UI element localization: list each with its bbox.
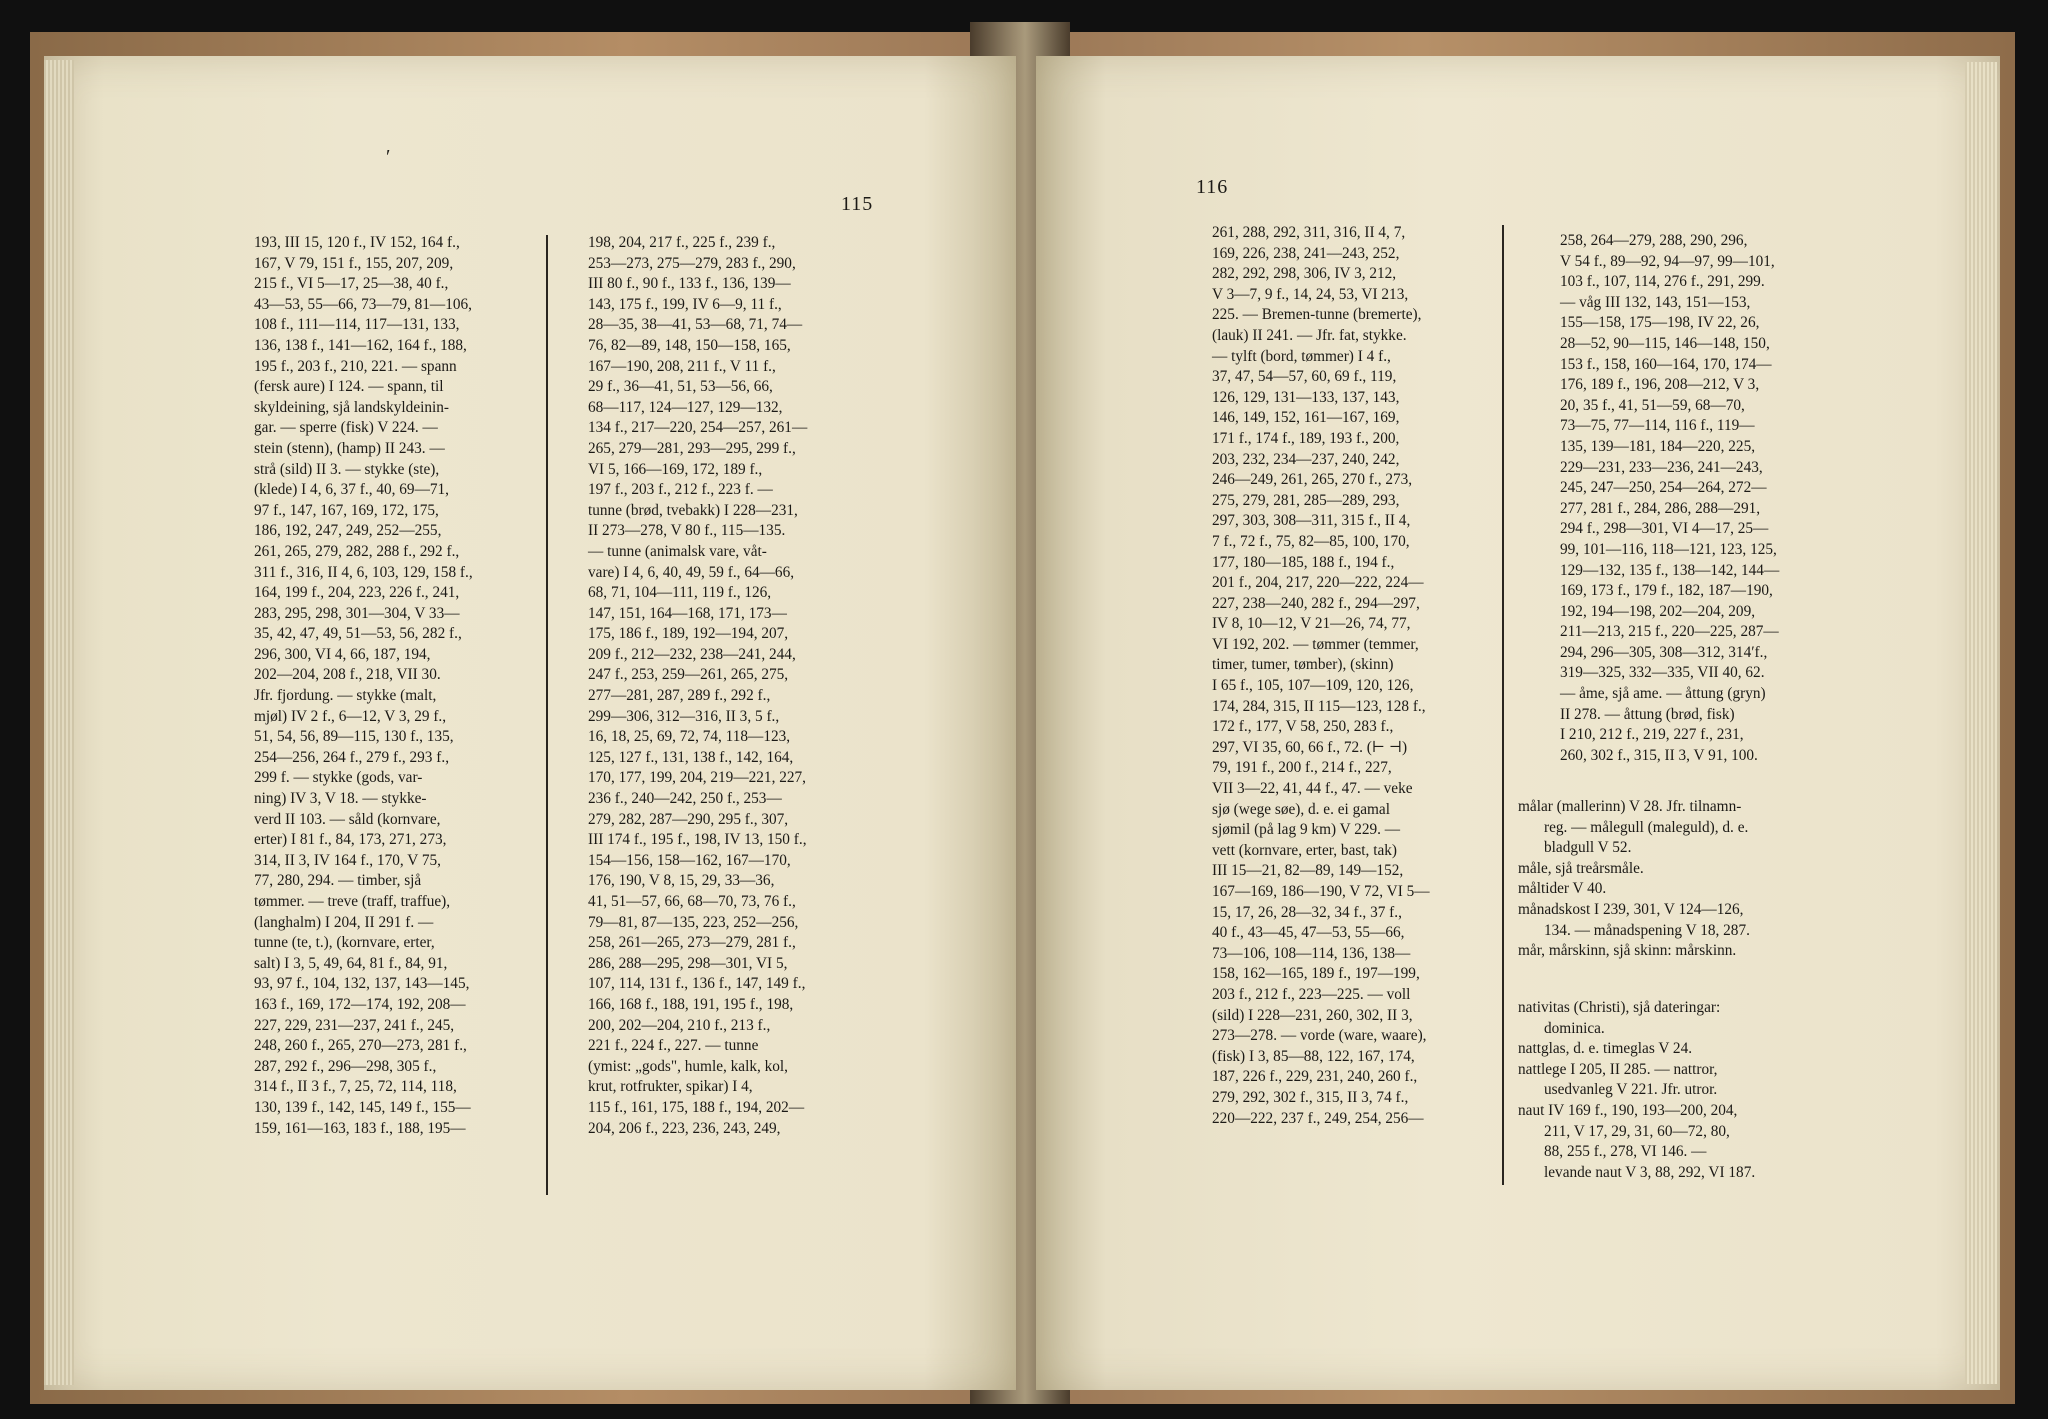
index-line: 130, 139 f., 142, 145, 149 f., 155— — [254, 1098, 471, 1116]
index-line: 167—169, 186—190, V 72, VI 5— — [1212, 883, 1430, 900]
index-entry-continuation: bladgull V 52. — [1544, 839, 1632, 857]
index-line: vare) I 4, 6, 40, 49, 59 f., 64—66, — [588, 563, 795, 581]
index-line: 126, 129, 131—133, 137, 143, — [1212, 388, 1400, 406]
index-line: 175, 186 f., 189, 192—194, 207, — [588, 625, 789, 643]
index-line: 20, 35 f., 41, 51—59, 68—70, — [1560, 396, 1745, 414]
index-line: 297, VI 35, 60, 66 f., 72. (⊢ ⊣) — [1212, 738, 1408, 756]
index-line: 294 f., 298—301, VI 4—17, 25— — [1560, 520, 1769, 538]
index-line: (ymist: „gods", humle, kalk, kol, — [588, 1057, 788, 1075]
left-page — [44, 56, 1016, 1390]
index-line: 275, 279, 281, 285—289, 293, — [1212, 491, 1400, 509]
index-line: 68, 71, 104—111, 119 f., 126, — [588, 584, 772, 602]
index-line: 166, 168 f., 188, 191, 195 f., 198, — [588, 995, 794, 1013]
index-line: verd II 103. — såld (kornvare, — [254, 810, 441, 828]
index-line: 147, 151, 164—168, 171, 173— — [588, 604, 787, 622]
index-entry-continuation: dominica. — [1544, 1019, 1605, 1037]
index-line: 294, 296—305, 308—312, 314′f., — [1560, 643, 1768, 661]
index-entry: månadskost I 239, 301, V 124—126, — [1518, 900, 1744, 918]
index-line: 200, 202—204, 210 f., 213 f., — [588, 1016, 771, 1034]
right-column-1 — [1212, 223, 1430, 1129]
right-entries-m — [1518, 797, 1750, 962]
index-line: 37, 47, 54—57, 60, 69 f., 119, — [1212, 368, 1397, 386]
index-line: 215 f., VI 5—17, 25—38, 40 f., — [254, 275, 449, 293]
column-rule — [546, 235, 548, 1195]
index-line: 211—213, 215 f., 220—225, 287— — [1560, 623, 1779, 641]
index-line: 279, 282, 287—290, 295 f., 307, — [588, 810, 789, 828]
index-line: VI 5, 166—169, 172, 189 f., — [588, 460, 763, 478]
index-line: 296, 300, VI 4, 66, 187, 194, — [254, 645, 431, 663]
index-line: 229—231, 233—236, 241—243, — [1560, 458, 1763, 476]
index-line: timer, tumer, tømber), (skinn) — [1212, 656, 1394, 674]
index-entry: nattlege I 205, II 285. — nattror, — [1518, 1060, 1718, 1078]
index-line: 40 f., 43—45, 47—53, 55—66, — [1212, 924, 1405, 942]
index-line: 286, 288—295, 298—301, VI 5, — [588, 954, 788, 972]
index-line: 169, 226, 238, 241—243, 252, — [1212, 244, 1400, 262]
index-line: 297, 303, 308—311, 315 f., II 4, — [1212, 512, 1411, 530]
index-line: 277, 281 f., 284, 286, 288—291, — [1560, 499, 1761, 517]
index-line: V 54 f., 89—92, 94—97, 99—101, — [1560, 252, 1775, 270]
index-line: (lauk) II 241. — Jfr. fat, stykke. — [1212, 326, 1407, 344]
index-line: 73—106, 108—114, 136, 138— — [1212, 944, 1411, 962]
index-line: (langhalm) I 204, II 291 f. — — [254, 913, 434, 931]
index-line: 177, 180—185, 188 f., 194 f., — [1212, 553, 1395, 571]
index-entry-continuation: 134. — månadspening V 18, 287. — [1544, 921, 1750, 939]
index-line: 209 f., 212—232, 238—241, 244, — [588, 645, 796, 663]
index-line: 203 f., 212 f., 223—225. — voll — [1212, 985, 1411, 1003]
index-line: 154—156, 158—162, 167—170, — [588, 851, 791, 869]
index-line: (klede) I 4, 6, 37 f., 40, 69—71, — [254, 481, 449, 499]
index-line: 265, 279—281, 293—295, 299 f., — [588, 439, 796, 457]
index-line: vett (kornvare, erter, bast, tak) — [1212, 841, 1397, 859]
index-line: I 65 f., 105, 107—109, 120, 126, — [1212, 677, 1414, 695]
index-line: 253—273, 275—279, 283 f., 290, — [588, 254, 796, 272]
index-entry: måle, sjå treårsmåle. — [1518, 859, 1644, 877]
index-line: 261, 288, 292, 311, 316, II 4, 7, — [1212, 224, 1406, 241]
index-line: 174, 284, 315, II 115—123, 128 f., — [1212, 697, 1426, 715]
index-line: — åme, sjå ame. — åttung (gryn) — [1560, 685, 1766, 703]
index-entry: nattglas, d. e. timeglas V 24. — [1518, 1040, 1693, 1058]
index-line: 28—52, 90—115, 146—148, 150, — [1560, 334, 1770, 352]
index-line: III 174 f., 195 f., 198, IV 13, 150 f., — [588, 831, 807, 849]
index-line: 198, 204, 217 f., 225 f., 239 f., — [588, 234, 776, 251]
index-line: V 3—7, 9 f., 14, 24, 53, VI 213, — [1212, 285, 1409, 303]
index-line: 76, 82—89, 148, 150—158, 165, — [588, 336, 791, 354]
index-line: 204, 206 f., 223, 236, 243, 249, — [588, 1119, 781, 1137]
index-line: 107, 114, 131 f., 136 f., 147, 149 f., — [588, 975, 806, 993]
index-line: strå (sild) II 3. — stykke (ste), — [254, 460, 440, 478]
index-line: sjø (wege søe), d. e. ei gamal — [1212, 800, 1390, 818]
left-page-edges — [44, 60, 74, 1385]
index-line: 186, 192, 247, 249, 252—255, — [254, 522, 442, 540]
index-line: Jfr. fjordung. — stykke (malt, — [254, 687, 437, 705]
index-line: 246—249, 261, 265, 270 f., 273, — [1212, 471, 1413, 489]
index-line: 51, 54, 56, 89—115, 130 f., 135, — [254, 728, 454, 746]
index-entry-continuation: 88, 255 f., 278, VI 146. — — [1544, 1143, 1707, 1161]
index-line: 167—190, 208, 211 f., V 11 f., — [588, 357, 776, 375]
index-line: 273—278. — vorde (ware, waare), — [1212, 1027, 1427, 1045]
index-line: 134 f., 217—220, 254—257, 261— — [588, 419, 808, 437]
index-line: 125, 127 f., 131, 138 f., 142, 164, — [588, 748, 794, 766]
left-page-number: 115 — [841, 193, 874, 215]
index-entry: målar (mallerinn) V 28. Jfr. tilnamn- — [1518, 798, 1742, 815]
index-line: 164, 199 f., 204, 223, 226 f., 241, — [254, 584, 460, 602]
index-line: (sild) I 228—231, 260, 302, II 3, — [1212, 1006, 1413, 1024]
right-column-2 — [1560, 231, 1779, 766]
index-line: 201 f., 204, 217, 220—222, 224— — [1212, 574, 1424, 592]
index-line: 159, 161—163, 183 f., 188, 195— — [254, 1119, 466, 1137]
index-line: 176, 190, V 8, 15, 29, 33—36, — [588, 872, 775, 890]
index-entry-continuation: 211, V 17, 29, 31, 60—72, 80, — [1544, 1122, 1730, 1140]
index-line: 167, V 79, 151 f., 155, 207, 209, — [254, 254, 454, 272]
index-line: 146, 149, 152, 161—167, 169, — [1212, 409, 1400, 427]
index-line: gar. — sperre (fisk) V 224. — — [254, 419, 438, 437]
index-line: 192, 194—198, 202—204, 209, — [1560, 602, 1756, 620]
index-line: 202—204, 208 f., 218, VII 30. — [254, 666, 441, 684]
index-line: (fersk aure) I 124. — spann, til — [254, 378, 444, 396]
index-line: 187, 226 f., 229, 231, 240, 260 f., — [1212, 1068, 1418, 1086]
pencil-mark: ′ — [386, 146, 391, 168]
index-line: 93, 97 f., 104, 132, 137, 143—145, — [254, 975, 470, 993]
left-column-1 — [254, 233, 473, 1139]
index-line: 77, 280, 294. — timber, sjå — [254, 872, 422, 890]
index-line: II 273—278, V 80 f., 115—135. — [588, 522, 786, 540]
index-entry: nativitas (Christi), sjå dateringar: — [1518, 999, 1721, 1016]
index-line: 153 f., 158, 160—164, 170, 174— — [1560, 355, 1772, 373]
index-line: 135, 139—181, 184—220, 225, — [1560, 437, 1756, 455]
index-line: 282, 292, 298, 306, IV 3, 212, — [1212, 265, 1397, 283]
index-line: 221 f., 224 f., 227. — tunne — [588, 1037, 759, 1055]
index-line: 29 f., 36—41, 51, 53—56, 66, — [588, 378, 773, 396]
index-entry-continuation: usedvanleg V 221. Jfr. utror. — [1544, 1081, 1718, 1099]
index-line: 169, 173 f., 179 f., 182, 187—190, — [1560, 582, 1773, 600]
index-line: 176, 189 f., 196, 208—212, V 3, — [1560, 376, 1760, 394]
index-line: 41, 51—57, 66, 68—70, 73, 76 f., — [588, 893, 796, 910]
index-line: 299—306, 312—316, II 3, 5 f., — [588, 707, 780, 725]
index-line: ning) IV 3, V 18. — stykke- — [254, 790, 427, 808]
index-line: 227, 238—240, 282 f., 294—297, — [1212, 594, 1420, 612]
index-line: 197 f., 203 f., 212 f., 223 f. — — [588, 481, 773, 499]
index-line: 143, 175 f., 199, IV 6—9, 11 f., — [588, 295, 782, 313]
index-line: — tunne (animalsk vare, våt- — [588, 542, 767, 560]
right-page — [1036, 56, 2000, 1390]
index-line: 73—75, 77—114, 116 f., 119— — [1560, 417, 1755, 435]
index-line: 79—81, 87—135, 223, 252—256, — [588, 913, 799, 931]
index-line: 103 f., 107, 114, 276 f., 291, 299. — [1560, 273, 1765, 291]
index-line: 279, 292, 302 f., 315, II 3, 74 f., — [1212, 1088, 1409, 1106]
index-line: 195 f., 203 f., 210, 221. — spann — [254, 357, 457, 375]
index-line: 254—256, 264 f., 279 f., 293 f., — [254, 748, 450, 766]
index-line: 170, 177, 199, 204, 219—221, 227, — [588, 769, 806, 787]
index-line: 158, 162—165, 189 f., 197—199, — [1212, 965, 1420, 983]
index-line: (fisk) I 3, 85—88, 122, 167, 174, — [1212, 1047, 1415, 1065]
index-line: 314, II 3, IV 164 f., 170, V 75, — [254, 851, 441, 869]
index-line: 299 f. — stykke (gods, var- — [254, 769, 423, 787]
index-line: 245, 247—250, 254—264, 272— — [1560, 479, 1767, 497]
index-line: skyldeining, sjå landskyldeinin- — [254, 398, 450, 416]
index-line: 79, 191 f., 200 f., 214 f., 227, — [1212, 759, 1392, 777]
index-line: 15, 17, 26, 28—32, 34 f., 37 f., — [1212, 903, 1402, 921]
index-line: 43—53, 55—66, 73—79, 81—106, — [254, 295, 472, 313]
index-entry: naut IV 169 f., 190, 193—200, 204, — [1518, 1101, 1738, 1119]
index-line: 35, 42, 47, 49, 51—53, 56, 282 f., — [254, 625, 462, 643]
index-line: stein (stenn), (hamp) II 243. — — [254, 439, 445, 457]
index-line: 172 f., 177, V 58, 250, 283 f., — [1212, 718, 1394, 736]
index-line: 260, 302 f., 315, II 3, V 91, 100. — [1560, 746, 1758, 764]
index-line: 28—35, 38—41, 53—68, 71, 74— — [588, 316, 803, 334]
index-line: 115 f., 161, 175, 188 f., 194, 202— — [588, 1098, 805, 1116]
column-rule — [1502, 225, 1504, 1185]
index-line: 155—158, 175—198, IV 22, 26, — [1560, 314, 1760, 332]
index-line: 319—325, 332—335, VII 40, 62. — [1560, 664, 1765, 682]
index-line: 225. — Bremen-tunne (bremerte), — [1212, 306, 1422, 324]
index-line: IV 8, 10—12, V 21—26, 74, 77, — [1212, 615, 1411, 633]
index-line: 203, 232, 234—237, 240, 242, — [1212, 450, 1400, 468]
index-line: 193, III 15, 120 f., IV 152, 164 f., — [254, 234, 460, 251]
index-line: — våg III 132, 143, 151—153, — [1560, 293, 1751, 311]
left-column-2 — [588, 233, 807, 1139]
index-line: tømmer. — treve (traff, traffue), — [254, 893, 451, 910]
index-line: 247 f., 253, 259—261, 265, 275, — [588, 666, 789, 684]
index-line: 258, 261—265, 273—279, 281 f., — [588, 934, 796, 952]
index-line: 220—222, 237 f., 249, 254, 256— — [1212, 1109, 1424, 1127]
index-line: tunne (te, t.), (kornvare, erter, — [254, 934, 435, 952]
index-line: 171 f., 174 f., 189, 193 f., 200, — [1212, 429, 1400, 447]
index-line: 277—281, 287, 289 f., 292 f., — [588, 687, 771, 705]
index-line: 99, 101—116, 118—121, 123, 125, — [1560, 540, 1777, 558]
index-entry: mår, mårskinn, sjå skinn: mårskinn. — [1518, 942, 1737, 960]
index-line: tunne (brød, tvebakk) I 228—231, — [588, 501, 798, 519]
index-line: 163 f., 169, 172—174, 192, 208— — [254, 995, 466, 1013]
index-line: 227, 229, 231—237, 241 f., 245, — [254, 1016, 455, 1034]
index-line: 248, 260 f., 265, 270—273, 281 f., — [254, 1037, 467, 1055]
index-line: 287, 292 f., 296—298, 305 f., — [254, 1057, 437, 1075]
right-page-edges — [1965, 62, 1997, 1384]
index-entry: måltider V 40. — [1518, 880, 1607, 898]
index-line: 97 f., 147, 167, 169, 172, 175, — [254, 501, 439, 519]
index-line: 261, 265, 279, 282, 288 f., 292 f., — [254, 542, 460, 560]
index-entry-continuation: reg. — målegull (maleguld), d. e. — [1544, 818, 1749, 836]
index-line: 7 f., 72 f., 75, 82—85, 100, 170, — [1212, 532, 1410, 550]
index-line: erter) I 81 f., 84, 173, 271, 273, — [254, 831, 447, 849]
index-line: 68—117, 124—127, 129—132, — [588, 398, 783, 416]
index-line: VII 3—22, 41, 44 f., 47. — veke — [1212, 780, 1413, 798]
index-line: mjøl) IV 2 f., 6—12, V 3, 29 f., — [254, 707, 447, 725]
index-line: 283, 295, 298, 301—304, V 33— — [254, 604, 460, 622]
index-line: 258, 264—279, 288, 290, 296, — [1560, 232, 1748, 249]
index-line: III 15—21, 82—89, 149—152, — [1212, 862, 1404, 880]
index-line: II 278. — åttung (brød, fisk) — [1560, 705, 1735, 723]
index-line: VI 192, 202. — tømmer (temmer, — [1212, 635, 1419, 653]
index-line: 314 f., II 3 f., 7, 25, 72, 114, 118, — [254, 1078, 457, 1096]
index-line: III 80 f., 90 f., 133 f., 136, 139— — [588, 275, 791, 293]
index-line: — tylft (bord, tømmer) I 4 f., — [1212, 347, 1391, 365]
index-line: 129—132, 135 f., 138—142, 144— — [1560, 561, 1780, 579]
index-line: salt) I 3, 5, 49, 64, 81 f., 84, 91, — [254, 954, 448, 972]
right-page-number: 116 — [1196, 176, 1229, 198]
index-line: I 210, 212 f., 219, 227 f., 231, — [1560, 726, 1744, 744]
index-line: 16, 18, 25, 69, 72, 74, 118—123, — [588, 728, 791, 746]
index-line: sjømil (på lag 9 km) V 229. — — [1212, 821, 1401, 839]
index-line: 236 f., 240—242, 250 f., 253— — [588, 790, 782, 808]
index-line: 311 f., 316, II 4, 6, 103, 129, 158 f., — [254, 563, 473, 581]
index-line: krut, rotfrukter, spikar) I 4, — [588, 1078, 753, 1096]
index-entry-continuation: levande naut V 3, 88, 292, VI 187. — [1544, 1163, 1756, 1181]
index-line: 136, 138 f., 141—162, 164 f., 188, — [254, 336, 467, 354]
right-entries-n — [1518, 998, 1755, 1183]
index-line: 108 f., 111—114, 117—131, 133, — [254, 316, 460, 334]
